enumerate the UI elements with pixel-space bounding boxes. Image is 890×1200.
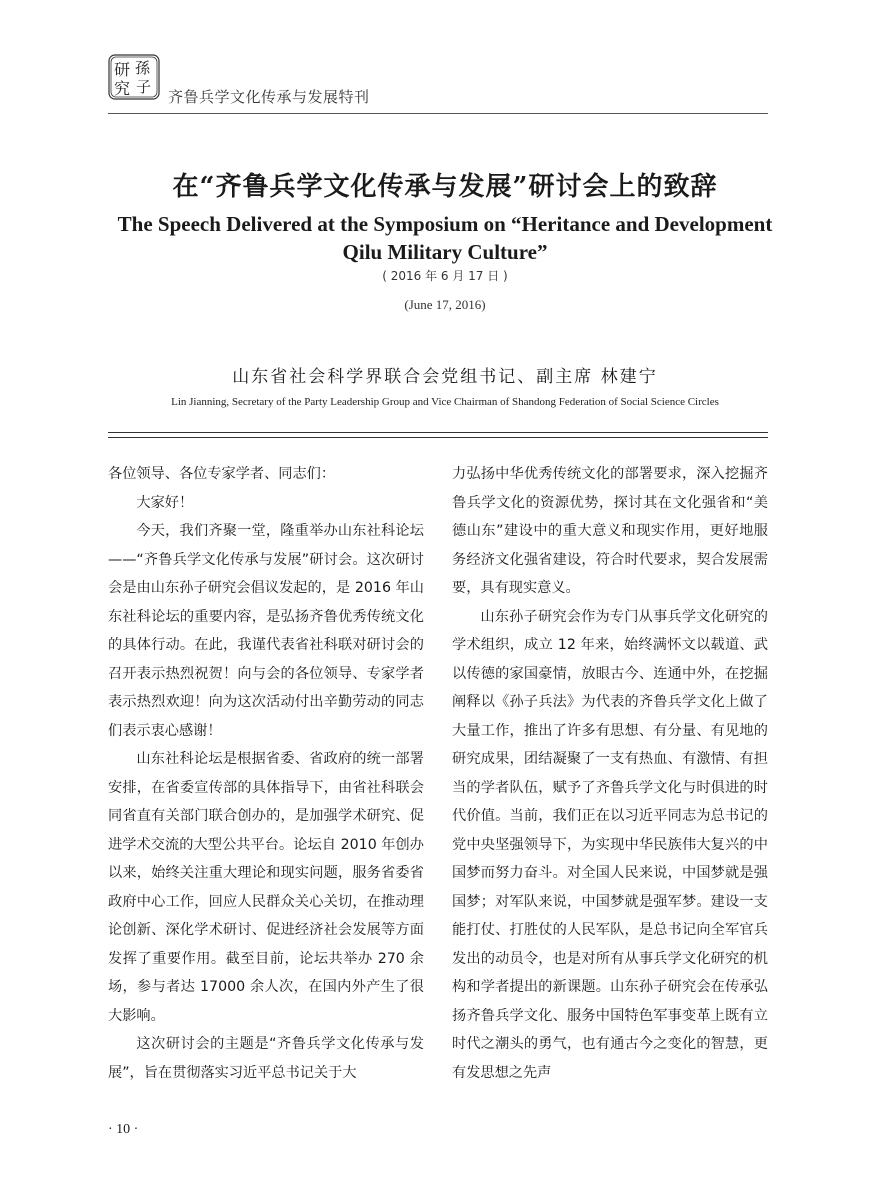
logo-char-1: 研 [114, 60, 131, 79]
logo-char-4: 子 [136, 78, 152, 96]
paragraph: 这次研讨会的主题是“齐鲁兵学文化传承与发展”，旨在贯彻落实习近平总书记关于大 [108, 1036, 424, 1081]
paragraph-salutation: 各位领导、各位专家学者、同志们： [108, 466, 336, 482]
section-divider-bottom [108, 437, 768, 438]
logo-char-3: 孫 [135, 59, 151, 77]
article-title-zh: 在“齐鲁兵学文化传承与发展”研讨会上的致辞 [172, 172, 718, 202]
paragraph-continued: 力弘扬中华优秀传统文化的部署要求，深入挖掘齐鲁兵学文化的资源优势，探讨其在文化强省和“美德山东”建设中的重大意义和现实作用，更好地服务经济文化强省建设，符合时代要求，契合发展需要，具有现实意义。 [452, 466, 768, 596]
page-number: · 10 · [108, 1122, 139, 1137]
paragraph: 今天，我们齐聚一堂，隆重举办山东社科论坛——“齐鲁兵学文化传承与发展”研讨会。这次研讨会是由山东孙子研究会倡议发起的，是 2016 年山东社科论坛的重要内容，是弘扬齐鲁优秀传统文化的具体行动。在此，我谨代表省社科联对研讨会的召开表示热烈祝贺！向与会的各位领导、专家学者表示热烈欢迎！向为这次活动付出辛勤劳动的同志们表示衷心感谢！ [108, 523, 424, 739]
paragraph-greeting: 大家好！ [136, 494, 194, 511]
body-column-right [452, 460, 768, 1087]
article-title-en [100, 210, 790, 266]
article-title-en-line-1: The Speech Delivered at the Symposium on “Heritance and Development [117, 212, 773, 236]
logo-char-2: 究 [114, 79, 131, 98]
section-divider-top [108, 432, 768, 433]
article-title-en-line-2: Qilu Military Culture” [342, 240, 548, 264]
article-date-zh: ( 2016 年 6 月 17 日 ) [382, 269, 508, 283]
body-column-left [108, 460, 424, 1087]
journal-header [108, 52, 768, 114]
journal-header-title: 齐鲁兵学文化传承与发展特刊 [168, 88, 370, 106]
article-date-en: (June 17, 2016) [404, 297, 486, 312]
author-line-zh: 山东省社会科学界联合会党组书记、副主席 林建宁 [232, 367, 658, 387]
paragraph: 山东社科论坛是根据省委、省政府的统一部署安排，在省委宣传部的具体指导下，由省社科联会同省直有关部门联合创办的，是加强学术研究、促进学术交流的大型公共平台。论坛自 2010 年创办以来，始终关注重大理论和现实问题，服务省委省政府中心工作，回应人民群众关心关切，在推动理论创新、深化学术研讨、促进经济社会发展等方面发挥了重要作用。截至目前，论坛共举办 270 余场，参与者达 17000 余人次，在国内外产生了很大影响。 [108, 751, 424, 1024]
journal-logo-seal [108, 54, 160, 100]
paragraph: 山东孙子研究会作为专门从事兵学文化研究的学术组织，成立 12 年来，始终满怀文以载道、武以传德的家国豪情，放眼古今、连通中外，在挖掘阐释以《孙子兵法》为代表的齐鲁兵学文化上做了大量工作，推出了许多有思想、有分量、有见地的研究成果，团结凝聚了一支有热血、有激情、有担当的学者队伍，赋予了齐鲁兵学文化与时俱进的时代价值。当前，我们正在以习近平同志为总书记的党中央坚强领导下，为实现中华民族伟大复兴的中国梦而努力奋斗。对全国人民来说，中国梦就是强国梦；对军队来说，中国梦就是强军梦。建设一支能打仗、打胜仗的人民军队，是总书记向全军官兵发出的动员令，也是对所有从事兵学文化研究的机构和学者提出的新课题。山东孙子研究会在传承弘扬齐鲁兵学文化、服务中国特色军事变革上既有立时代之潮头的勇气，也有通古今之变化的智慧，更有发思想之先声 [452, 608, 768, 1081]
header-divider [108, 113, 768, 114]
author-line-en: Lin Jianning, Secretary of the Party Leadership Group and Vice Chairman of Shandong Federation of Social Science Circles [171, 396, 719, 408]
